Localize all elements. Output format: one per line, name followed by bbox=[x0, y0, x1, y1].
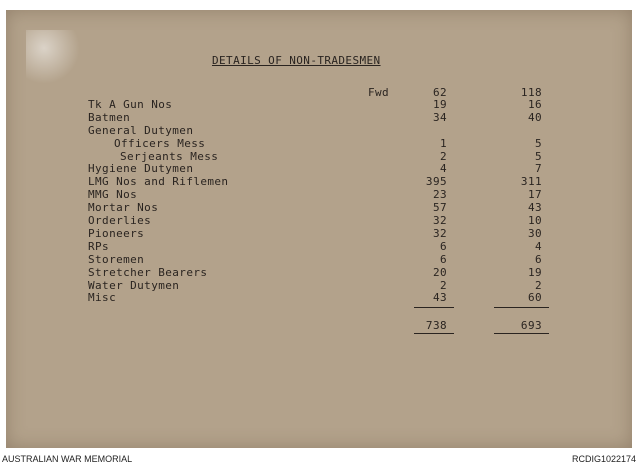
row-label: Stretcher Bearers bbox=[88, 266, 208, 279]
row-value-col2: 311 bbox=[520, 175, 542, 188]
row-label: General Dutymen bbox=[88, 124, 194, 137]
fwd-label: Fwd bbox=[368, 86, 390, 99]
row-value-col1: 34 bbox=[432, 111, 447, 124]
row-value-col2: 10 bbox=[527, 214, 542, 227]
row-label: Misc bbox=[88, 291, 117, 304]
row-value-col1: 2 bbox=[439, 279, 447, 292]
row-label: LMG Nos and Riflemen bbox=[88, 175, 229, 188]
footer-id: RCDIG1022174 bbox=[571, 454, 636, 464]
row-value-col1: 6 bbox=[439, 240, 447, 253]
row-label: Water Dutymen bbox=[88, 279, 180, 292]
row-value-col2: 43 bbox=[527, 201, 542, 214]
row-value-col1: 32 bbox=[432, 227, 447, 240]
row-label: RPs bbox=[88, 240, 110, 253]
total-col1: 738 bbox=[425, 319, 447, 332]
row-value-col2: 17 bbox=[527, 188, 542, 201]
row-value-col1: 395 bbox=[425, 175, 447, 188]
row-value-col2: 2 bbox=[534, 279, 542, 292]
row-label: Hygiene Dutymen bbox=[88, 162, 194, 175]
row-value-col2: 19 bbox=[527, 266, 542, 279]
row-label: Serjeants Mess bbox=[120, 150, 219, 163]
row-value-col2: 60 bbox=[527, 291, 542, 304]
row-value-col2: 30 bbox=[527, 227, 542, 240]
rule-col1-upper bbox=[414, 307, 454, 308]
row-value-col1: 4 bbox=[439, 162, 447, 175]
row-value-col2: 4 bbox=[534, 240, 542, 253]
rule-col2-upper bbox=[494, 307, 549, 308]
row-value-col1: 20 bbox=[432, 266, 447, 279]
row-label: MMG Nos bbox=[88, 188, 138, 201]
rule-col2-lower bbox=[494, 333, 549, 334]
row-value-col1: 2 bbox=[439, 150, 447, 163]
row-label: Pioneers bbox=[88, 227, 145, 240]
fwd-value-col2: 118 bbox=[520, 86, 542, 99]
fwd-value-col1: 62 bbox=[432, 86, 447, 99]
row-value-col1: 6 bbox=[439, 253, 447, 266]
row-label: Storemen bbox=[88, 253, 145, 266]
row-value-col2: 5 bbox=[534, 150, 542, 163]
row-value-col1: 1 bbox=[439, 137, 447, 150]
row-value-col1: 43 bbox=[432, 291, 447, 304]
row-value-col1: 23 bbox=[432, 188, 447, 201]
row-value-col2: 5 bbox=[534, 137, 542, 150]
tape-mark bbox=[26, 30, 86, 90]
row-value-col2: 16 bbox=[527, 98, 542, 111]
row-value-col2: 7 bbox=[534, 162, 542, 175]
row-value-col1: 19 bbox=[432, 98, 447, 111]
document-title: DETAILS OF NON-TRADESMEN bbox=[212, 54, 381, 67]
row-value-col1: 32 bbox=[432, 214, 447, 227]
rule-col1-lower bbox=[414, 333, 454, 334]
row-value-col2: 6 bbox=[534, 253, 542, 266]
row-label: Tk A Gun Nos bbox=[88, 98, 173, 111]
total-col2: 693 bbox=[520, 319, 542, 332]
row-value-col2: 40 bbox=[527, 111, 542, 124]
row-value-col1: 57 bbox=[432, 201, 447, 214]
footer-credit: AUSTRALIAN WAR MEMORIAL bbox=[2, 454, 133, 464]
row-label: Officers Mess bbox=[114, 137, 206, 150]
row-label: Mortar Nos bbox=[88, 201, 159, 214]
row-label: Orderlies bbox=[88, 214, 152, 227]
row-label: Batmen bbox=[88, 111, 131, 124]
